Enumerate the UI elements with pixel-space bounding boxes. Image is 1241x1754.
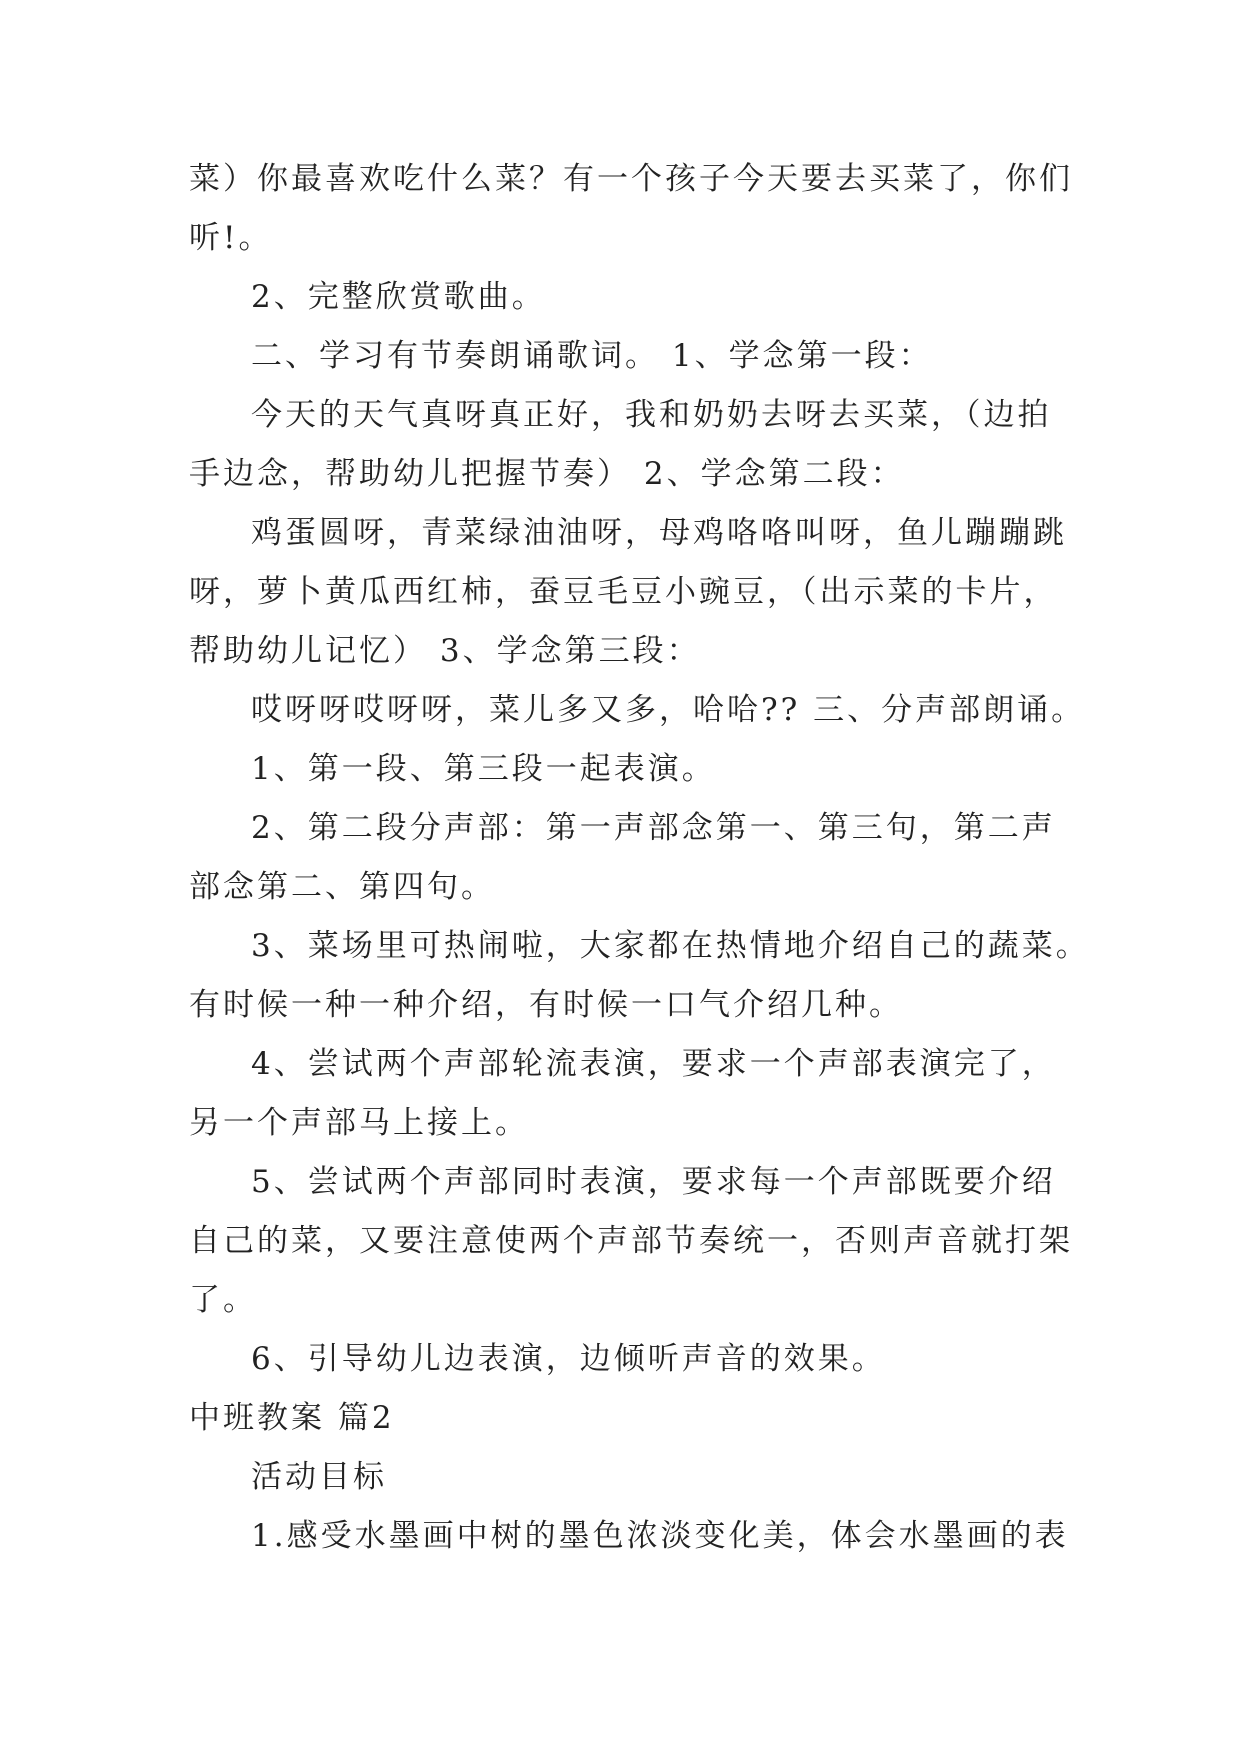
text-line: 听!。 <box>189 220 273 256</box>
section-heading: 中班教案 篇2 <box>189 1400 395 1436</box>
text-line: 4、尝试两个声部轮流表演，要求一个声部表演完了， <box>251 1046 1056 1082</box>
text-line: 1、第一段、第三段一起表演。 <box>251 751 716 787</box>
text-line: 部念第二、第四句。 <box>189 869 495 905</box>
text-line: 自己的菜，又要注意使两个声部节奏统一，否则声音就打架 <box>189 1223 1073 1259</box>
text-line: 了。 <box>189 1282 257 1318</box>
text-line: 哎呀呀哎呀呀，菜儿多又多，哈哈?? 三、分声部朗诵。 <box>251 692 1086 728</box>
text-line: 2、第二段分声部：第一声部念第一、第三句，第二声 <box>251 810 1056 846</box>
text-line: 1.感受水墨画中树的墨色浓淡变化美，体会水墨画的表 <box>251 1518 1069 1554</box>
text-line: 鸡蛋圆呀，青菜绿油油呀，母鸡咯咯叫呀，鱼儿蹦蹦跳 <box>251 515 1067 551</box>
text-line: 5、尝试两个声部同时表演，要求每一个声部既要介绍 <box>251 1164 1056 1200</box>
text-line: 二、学习有节奏朗诵歌词。 1、学念第一段： <box>251 338 933 374</box>
text-line: 手边念，帮助幼儿把握节奏） 2、学念第二段： <box>189 456 905 492</box>
text-line: 呀，萝卜黄瓜西红柿，蚕豆毛豆小豌豆，（出示菜的卡片， <box>189 574 1058 610</box>
text-line: 2、完整欣赏歌曲。 <box>251 279 546 315</box>
text-line: 另一个声部马上接上。 <box>189 1105 529 1141</box>
text-line: 6、引导幼儿边表演，边倾听声音的效果。 <box>251 1341 886 1377</box>
text-line: 3、菜场里可热闹啦，大家都在热情地介绍自己的蔬菜。 <box>251 928 1090 964</box>
text-line: 活动目标 <box>251 1459 387 1495</box>
document-page <box>189 150 1090 1566</box>
text-line: 帮助幼儿记忆） 3、学念第三段： <box>189 633 701 669</box>
text-line: 菜）你最喜欢吃什么菜？有一个孩子今天要去买菜了，你们 <box>189 161 1073 197</box>
text-line: 有时候一种一种介绍，有时候一口气介绍几种。 <box>189 987 903 1023</box>
text-line: 今天的天气真呀真正好，我和奶奶去呀去买菜，（边拍 <box>251 397 1052 433</box>
